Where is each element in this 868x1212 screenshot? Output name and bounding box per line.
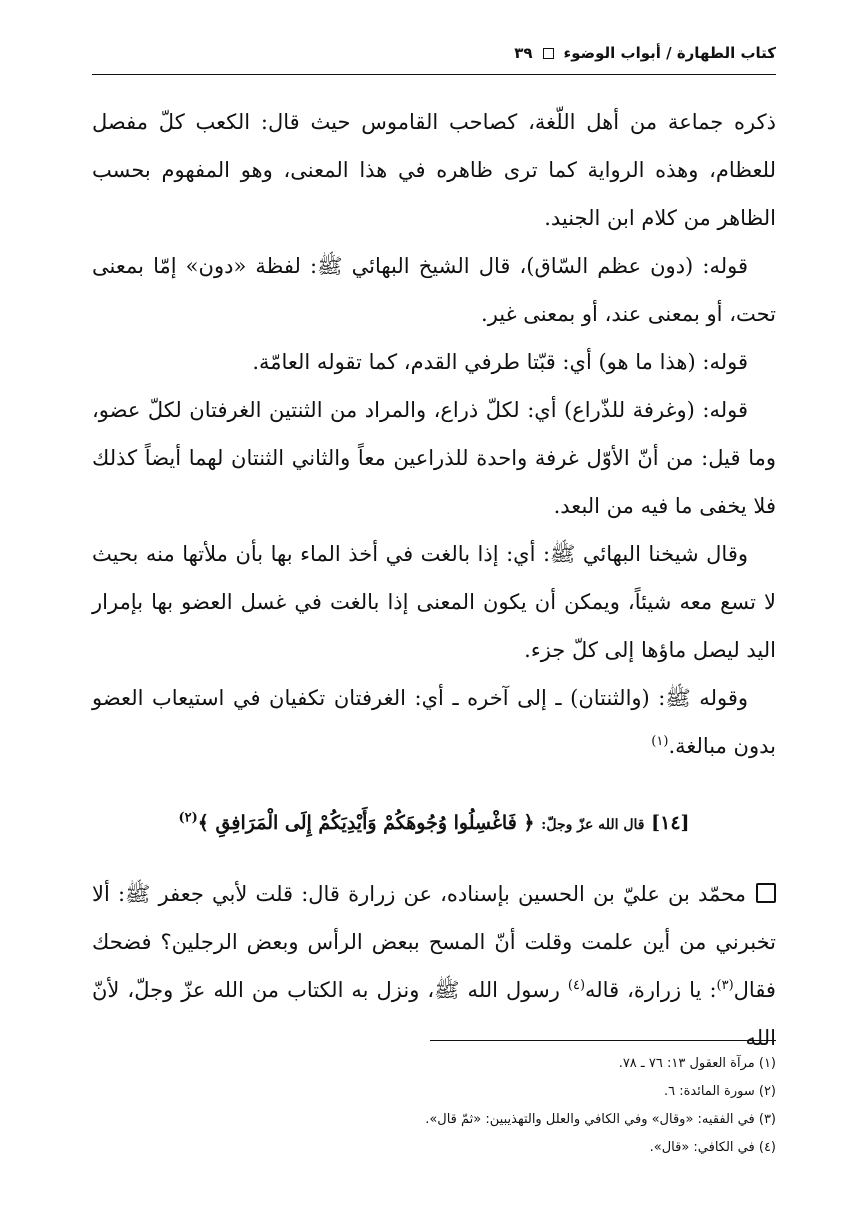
paragraph: ذكره جماعة من أهل اللّغة، كصاحب القاموس حيث قال: الكعب كلّ مفصل للعظام، وهذه الرواية كما ترى ظاهره في هذا المعنى، وهو المفهوم بحسب الظاهر من كلام ابن الجنيد.: [92, 110, 776, 230]
paragraph: وقال شيخنا البهائي ﷺ: أي: إذا بالغت في أخذ الماء بها بأن ملأتها منه بحيث لا تسع معه شيئاً، ويمكن أن يكون المعنى إذا بالغت في غسل العضو بها بإمرار اليد ليصل ماؤها إلى كلّ جزء.: [92, 542, 776, 662]
quran-verse: ﴿ فَاغْسِلُوا وُجُوهَكُمْ وَأَيْدِيَكُمْ إِلَى الْمَرَافِقِ ﴾: [197, 812, 535, 834]
hadith-marker-square-icon: [756, 883, 776, 903]
footnote: (٤) في الكافي: «قال».: [649, 1140, 776, 1155]
hadith-paragraph: [92, 870, 776, 1062]
footnote-reference: (٣): [716, 978, 734, 993]
header-divider: [92, 74, 776, 75]
paragraph: [92, 674, 776, 770]
section-heading: [92, 812, 776, 834]
footnotes: [92, 1050, 776, 1162]
paragraph: قوله: (وغرفة للذّراع) أي: لكلّ ذراع، والمراد من الثنتين الغرفتان لكلّ عضو، وما قيل: من أنّ الأوّل غرفة واحدة للذراعين معاً والثاني الثنتان لهما أيضاً كذلك فلا يخفى ما فيه من البعد.: [92, 398, 776, 518]
section-number: [١٤]: [651, 812, 690, 834]
hadith-text-part: محمّد بن عليّ بن الحسين بإسناده، عن زرارة قال: قلت لأبي جعفر ﷺ: ألا تخبرني من أين علمت وقلت أنّ المسح ببعض الرأس وبعض الرجلين؟ فضحك فقال: [92, 882, 776, 1002]
footnote: (٣) في الفقيه: «وقال» وفي الكافي والعلل والتهذيبين: «ثمّ قال».: [425, 1112, 776, 1127]
footnote: (٢) سورة المائدة: ٦.: [663, 1084, 776, 1099]
paragraph-text: وقوله ﷺ: (والثنتان) ـ إلى آخره ـ أي: الغرفتان تكفيان في استيعاب العضو بدون مبالغة.: [92, 686, 776, 758]
header-title: كتاب الطهارة / أبواب الوضوء: [563, 44, 776, 62]
footnote: (١) مرآة العقول ١٣: ٧٦ ـ ٧٨.: [618, 1056, 776, 1071]
page-number: ٣٩: [514, 44, 533, 62]
paragraph: قوله: (هذا ما هو) أي: قبّتا طرفي القدم، كما تقوله العامّة.: [252, 350, 748, 374]
header-separator-square-icon: [543, 48, 554, 59]
paragraph: قوله: (دون عظم السّاق)، قال الشيخ البهائي ﷺ: لفظة «دون» إمّا بمعنى تحت، أو بمعنى عند، أو بمعنى غير.: [92, 254, 776, 326]
running-header: [96, 38, 776, 68]
hadith-text-part: رسول الله ﷺ، ونزل به الكتاب من الله عزّ وجلّ، لأنّ الله: [92, 978, 776, 1050]
hadith-text-part: : يا زرارة، قاله: [585, 978, 717, 1002]
footnote-divider: [430, 1040, 776, 1041]
footnote-reference: (٢): [178, 810, 198, 826]
footnote-reference: (١): [651, 734, 669, 749]
hadith-text: [92, 870, 776, 1062]
footnote-reference: (٤): [567, 978, 586, 993]
verse-intro: قال الله عزّ وجلّ:: [541, 817, 645, 833]
commentary-text: [92, 98, 776, 770]
